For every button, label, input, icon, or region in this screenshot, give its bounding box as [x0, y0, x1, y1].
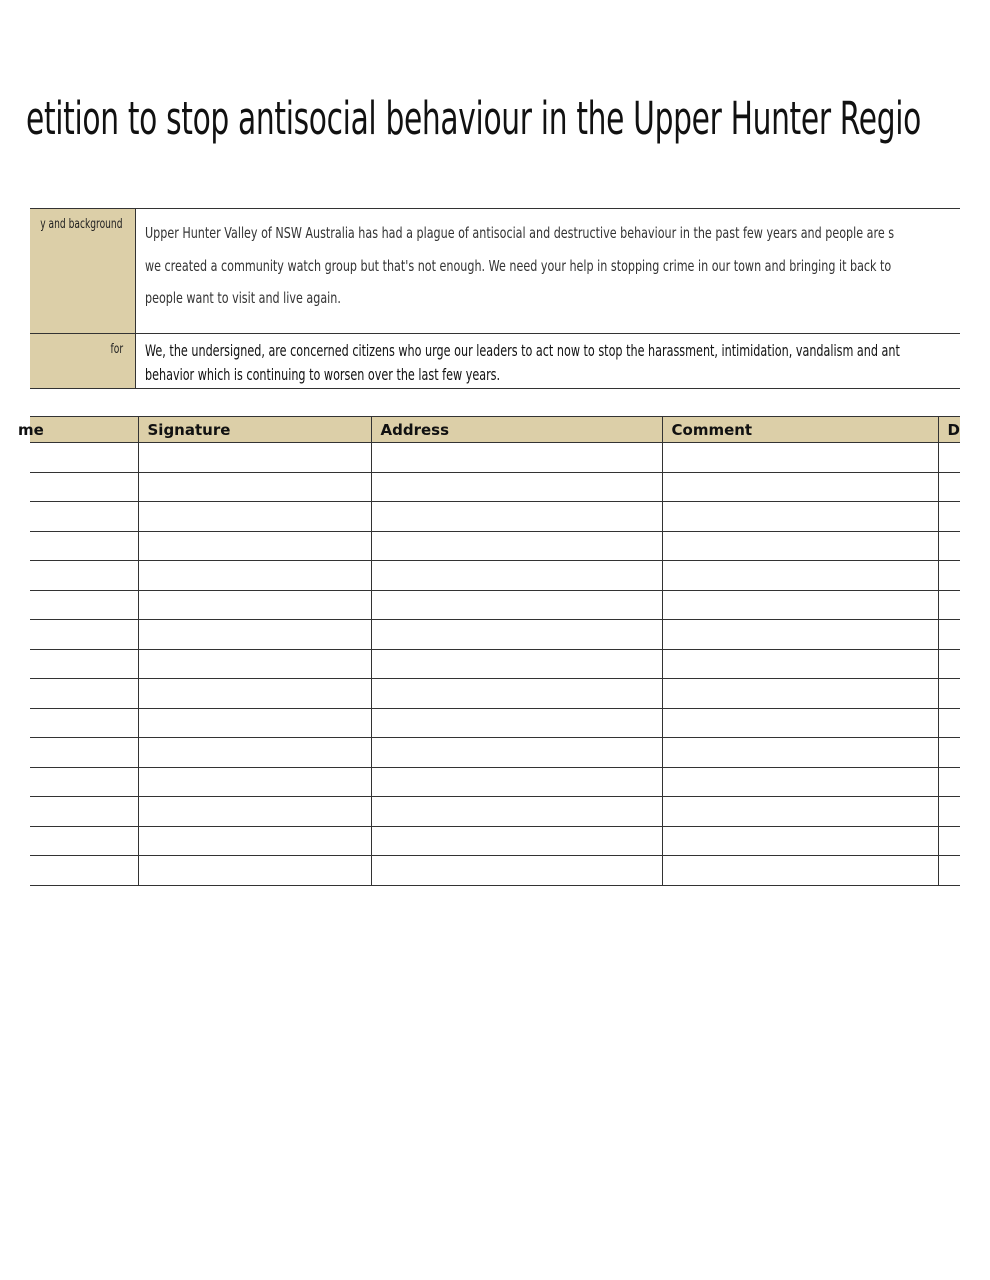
signature-cell[interactable]: [138, 826, 371, 856]
petition-page: [18, 0, 960, 1280]
signature-cell[interactable]: [138, 590, 371, 620]
address-cell[interactable]: [371, 679, 662, 709]
info-label-background: y and background: [30, 209, 136, 333]
date-cell[interactable]: [938, 472, 960, 502]
signature-cell[interactable]: [138, 531, 371, 561]
date-cell[interactable]: [938, 531, 960, 561]
address-cell[interactable]: [371, 826, 662, 856]
comment-cell[interactable]: [662, 649, 938, 679]
comment-cell[interactable]: [662, 561, 938, 591]
background-line: people want to visit and live again.: [145, 289, 341, 307]
comment-cell[interactable]: [662, 502, 938, 532]
date-cell[interactable]: [938, 649, 960, 679]
signature-cell[interactable]: [138, 649, 371, 679]
date-cell[interactable]: [938, 856, 960, 886]
table-row: [30, 472, 960, 502]
comment-cell[interactable]: [662, 679, 938, 709]
info-body-petition: [136, 334, 960, 388]
name-cell[interactable]: [30, 738, 138, 768]
background-text: [145, 217, 894, 315]
address-cell[interactable]: [371, 767, 662, 797]
column-header-comment: Comment: [662, 417, 938, 443]
signature-cell[interactable]: [138, 472, 371, 502]
date-cell[interactable]: [938, 826, 960, 856]
column-header-name: me: [30, 417, 138, 443]
column-header-signature: Signature: [138, 417, 371, 443]
info-table: [30, 208, 960, 389]
petition-line: behavior which is continuing to worsen over the last few years.: [145, 365, 501, 384]
address-cell[interactable]: [371, 738, 662, 768]
comment-cell[interactable]: [662, 738, 938, 768]
info-row-petition: [30, 334, 960, 388]
table-row: [30, 649, 960, 679]
comment-cell[interactable]: [662, 856, 938, 886]
comment-cell[interactable]: [662, 826, 938, 856]
name-cell[interactable]: [30, 708, 138, 738]
name-cell[interactable]: [30, 443, 138, 473]
table-row: [30, 767, 960, 797]
comment-cell[interactable]: [662, 472, 938, 502]
address-cell[interactable]: [371, 708, 662, 738]
date-cell[interactable]: [938, 708, 960, 738]
table-row: [30, 502, 960, 532]
date-cell[interactable]: [938, 679, 960, 709]
table-row: [30, 531, 960, 561]
table-row: [30, 561, 960, 591]
signature-cell[interactable]: [138, 797, 371, 827]
name-cell[interactable]: [30, 767, 138, 797]
name-cell[interactable]: [30, 797, 138, 827]
table-row: [30, 590, 960, 620]
comment-cell[interactable]: [662, 620, 938, 650]
comment-cell[interactable]: [662, 443, 938, 473]
address-cell[interactable]: [371, 502, 662, 532]
background-line: Upper Hunter Valley of NSW Australia has had a plague of antisocial and destructive behaviour in the past few years and people are s: [145, 224, 895, 242]
address-cell[interactable]: [371, 649, 662, 679]
background-line: we created a community watch group but that's not enough. We need your help in stopping crime in our town and bringing it back to: [145, 256, 892, 275]
address-cell[interactable]: [371, 797, 662, 827]
column-header-address: Address: [371, 417, 662, 443]
table-row: [30, 856, 960, 886]
date-cell[interactable]: [938, 443, 960, 473]
comment-cell[interactable]: [662, 767, 938, 797]
name-cell[interactable]: [30, 649, 138, 679]
signature-cell[interactable]: [138, 708, 371, 738]
signature-cell[interactable]: [138, 738, 371, 768]
comment-cell[interactable]: [662, 531, 938, 561]
signature-rows: [30, 443, 960, 886]
date-cell[interactable]: [938, 590, 960, 620]
date-cell[interactable]: [938, 620, 960, 650]
date-cell[interactable]: [938, 502, 960, 532]
name-cell[interactable]: [30, 561, 138, 591]
address-cell[interactable]: [371, 561, 662, 591]
signature-cell[interactable]: [138, 561, 371, 591]
info-row-background: [30, 209, 960, 334]
table-row: [30, 826, 960, 856]
date-cell[interactable]: [938, 738, 960, 768]
table-row: [30, 797, 960, 827]
signature-cell[interactable]: [138, 679, 371, 709]
address-cell[interactable]: [371, 443, 662, 473]
comment-cell[interactable]: [662, 590, 938, 620]
table-row: [30, 708, 960, 738]
date-cell[interactable]: [938, 767, 960, 797]
name-cell[interactable]: [30, 502, 138, 532]
date-cell[interactable]: [938, 797, 960, 827]
comment-cell[interactable]: [662, 797, 938, 827]
table-row: [30, 738, 960, 768]
petition-line: We, the undersigned, are concerned citizens who urge our leaders to act now to stop the harassment, intimidation, vandalism and ant: [145, 341, 900, 360]
name-cell[interactable]: [30, 856, 138, 886]
table-row: [30, 679, 960, 709]
signature-table: [18, 416, 960, 886]
name-cell[interactable]: [30, 531, 138, 561]
column-header-date: D: [938, 417, 960, 443]
address-cell[interactable]: [371, 531, 662, 561]
signature-cell[interactable]: [138, 856, 371, 886]
signature-cell[interactable]: [138, 767, 371, 797]
comment-cell[interactable]: [662, 708, 938, 738]
signature-cell[interactable]: [138, 620, 371, 650]
name-cell[interactable]: [30, 620, 138, 650]
signature-header-row: [30, 417, 960, 443]
address-cell[interactable]: [371, 856, 662, 886]
address-cell[interactable]: [371, 472, 662, 502]
signature-cell[interactable]: [138, 443, 371, 473]
name-cell[interactable]: [30, 590, 138, 620]
info-body-background: [136, 209, 960, 333]
page-title: etition to stop antisocial behaviour in the Upper Hunter Regio: [26, 92, 922, 145]
address-cell[interactable]: [371, 620, 662, 650]
table-row: [30, 620, 960, 650]
title-container: [26, 88, 960, 152]
name-cell[interactable]: [30, 679, 138, 709]
info-label-petition: for: [30, 334, 136, 388]
signature-cell[interactable]: [138, 502, 371, 532]
name-cell[interactable]: [30, 472, 138, 502]
date-cell[interactable]: [938, 561, 960, 591]
name-cell[interactable]: [30, 826, 138, 856]
petition-text: [145, 339, 900, 387]
address-cell[interactable]: [371, 590, 662, 620]
table-row: [30, 443, 960, 473]
